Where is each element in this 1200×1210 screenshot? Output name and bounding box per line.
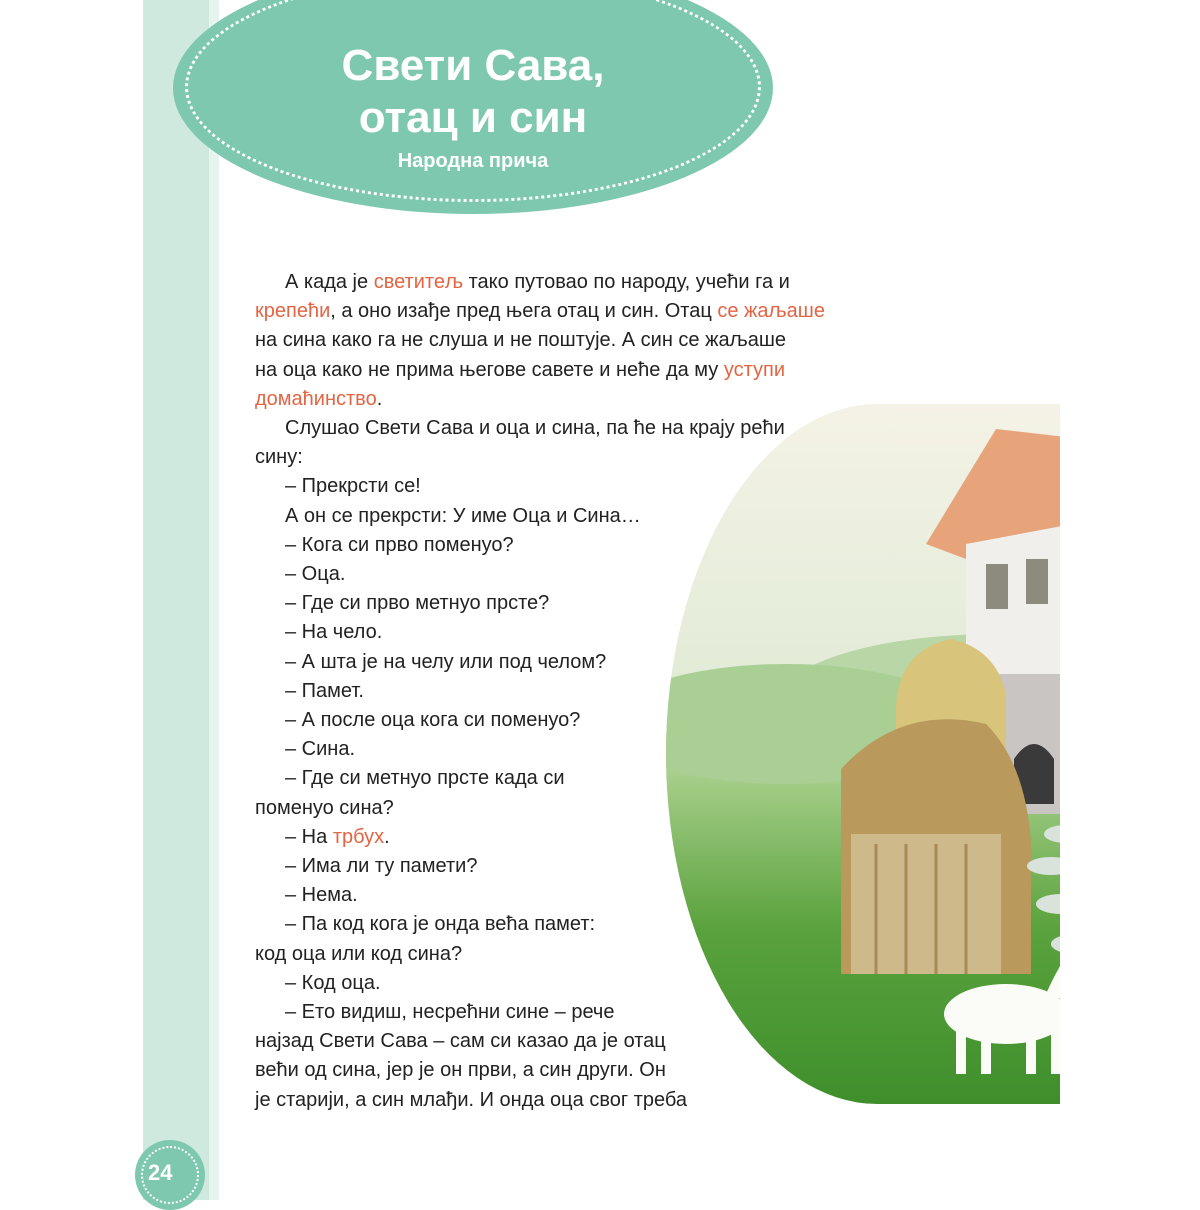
story-line bbox=[255, 297, 875, 326]
dialogue-line bbox=[255, 823, 875, 852]
dialogue-line: – Има ли ту памети? bbox=[285, 855, 478, 878]
dialogue-line: – Па код кога је онда већа памет: bbox=[285, 913, 596, 936]
title-block bbox=[243, 40, 703, 173]
dialogue-line: је старији, а син млађи. И онда оца свог треба bbox=[255, 1088, 687, 1111]
story-line: Слушао Свети Сава и оца и сина, па ће на крају рећи bbox=[285, 417, 785, 440]
text-run: , а оно изађе пред њега отац и син. Отац bbox=[330, 300, 718, 323]
dialogue-line: – Кога си прво поменуо? bbox=[285, 533, 514, 556]
text-run: – На bbox=[285, 825, 333, 848]
dialogue-line: – А шта је на челу или под челом? bbox=[285, 650, 607, 673]
text-run: . bbox=[376, 387, 383, 410]
side-strip bbox=[143, 0, 219, 1200]
dialogue-line: – Ето видиш, несрећни сине – рече bbox=[285, 1001, 615, 1024]
dialogue-line: – Код оца. bbox=[285, 971, 381, 994]
dialogue-line: поменуо сина? bbox=[255, 796, 394, 819]
page-number: 24 bbox=[148, 1160, 173, 1185]
story-line: на сина како га не слуша и не поштује. А син се жаљаше bbox=[255, 329, 787, 352]
book-page bbox=[143, 0, 1060, 1200]
dialogue-line: – Оца. bbox=[285, 563, 346, 586]
dialogue-line: – Где си прво метнуо прсте? bbox=[285, 592, 550, 615]
highlighted-word: уступи bbox=[723, 358, 786, 381]
dialogue-line: А он се прекрсти: У име Оца и Сина… bbox=[285, 504, 641, 527]
dialogue-line: – На чело. bbox=[285, 621, 383, 644]
page-title-line-2: отац и син bbox=[358, 93, 588, 142]
dialogue-line: – Нема. bbox=[285, 884, 358, 907]
dialogue-line: код оца или код сина? bbox=[255, 942, 463, 965]
dialogue-line: већи од сина, јер је он први, а син други. Он bbox=[255, 1059, 666, 1082]
side-strip-edge bbox=[209, 0, 219, 1200]
text-run: А када је bbox=[285, 271, 374, 293]
stone-path bbox=[1027, 825, 1060, 954]
highlighted-word: крепећи bbox=[255, 300, 331, 323]
dialogue-line: – А после оца кога си поменуо? bbox=[285, 709, 581, 732]
page-title-line-1: Свети Сава, bbox=[341, 41, 605, 90]
highlighted-word: светитељ bbox=[373, 271, 464, 293]
dialogue-line: најзад Свети Сава – сам си казао да је отац bbox=[255, 1030, 666, 1053]
text-run: на оца како не прима његове савете и неће да му bbox=[255, 358, 724, 381]
dialogue-line: – Прекрсти се! bbox=[285, 475, 421, 498]
text-run: . bbox=[384, 825, 390, 848]
story-line bbox=[255, 268, 875, 297]
highlighted-word: се жаљаше bbox=[717, 300, 825, 323]
text-run: тако путовао по народу, учећи га и bbox=[463, 271, 790, 293]
story-line bbox=[255, 385, 875, 414]
highlighted-word: трбух bbox=[332, 825, 385, 848]
highlighted-word: домаћинство bbox=[255, 387, 377, 410]
story-line bbox=[255, 356, 875, 385]
page-subtitle: Народна прича bbox=[397, 150, 549, 172]
story-line: сину: bbox=[255, 446, 303, 469]
dialogue-line: – Памет. bbox=[285, 679, 364, 702]
dialogue-line: – Сина. bbox=[285, 738, 356, 761]
story-text bbox=[255, 268, 875, 1115]
dialogue-line: – Где си метнуо прсте када си bbox=[285, 767, 565, 790]
